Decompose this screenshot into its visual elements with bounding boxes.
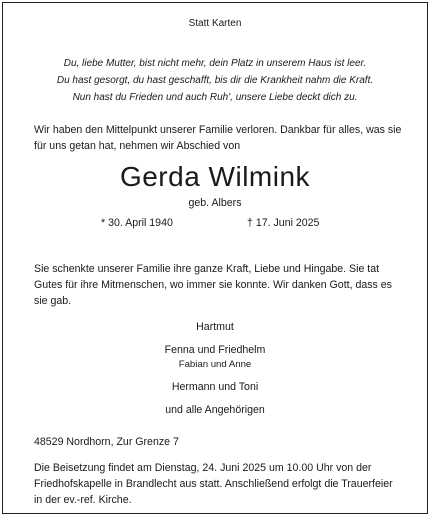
deceased-name: Gerda Wilmink (119, 161, 311, 192)
statt-karten-label: Statt Karten (188, 18, 242, 29)
mourner-name: und alle Angehörigen (165, 404, 265, 416)
funeral-notice: Die Beisetzung findet am Dienstag, 24. Juni 2025 um 10.00 Uhr von der Friedhofskapelle in Brandlecht aus statt. Anschließend erfolgt die Trauerfeier in der ev.-ref. Kirche. (34, 462, 393, 506)
poem-line: Du, liebe Mutter, bist nicht mehr, dein Platz in unserem Haus ist leer. (63, 58, 367, 69)
birth-date: * 30. April 1940 (101, 217, 173, 229)
poem-line: Du hast gesorgt, du hast geschafft, bis dir die Krankheit nahm die Kraft. (56, 75, 374, 86)
mourner-name: Fenna und Friedhelm (164, 344, 266, 356)
obituary-notice (2, 2, 428, 514)
intro-text: Wir haben den Mittelpunkt unserer Familie verloren. Dankbar für alles, was sie für uns getan hat, nehmen wir Abschied von (34, 124, 402, 152)
mourner-name: Hermann und Toni (171, 381, 259, 393)
mourner-subname: Fabian und Anne (178, 359, 252, 370)
death-date: † 17. Juni 2025 (247, 217, 320, 229)
poem-line: Nun hast du Frieden und auch Ruh', unsere Liebe deckt dich zu. (72, 92, 358, 103)
poem (11, 55, 419, 106)
maiden-name: geb. Albers (188, 197, 242, 209)
mourner-name: Hartmut (196, 321, 234, 333)
address: 48529 Nordhorn, Zur Grenze 7 (34, 436, 179, 448)
thanks-text: Sie schenkte unserer Familie ihre ganze Kraft, Liebe und Hingabe. Sie tat Gutes für ihre Mitmenschen, wo immer sie konnte. Wir danken Gott, dass es sie gab. (34, 263, 392, 307)
